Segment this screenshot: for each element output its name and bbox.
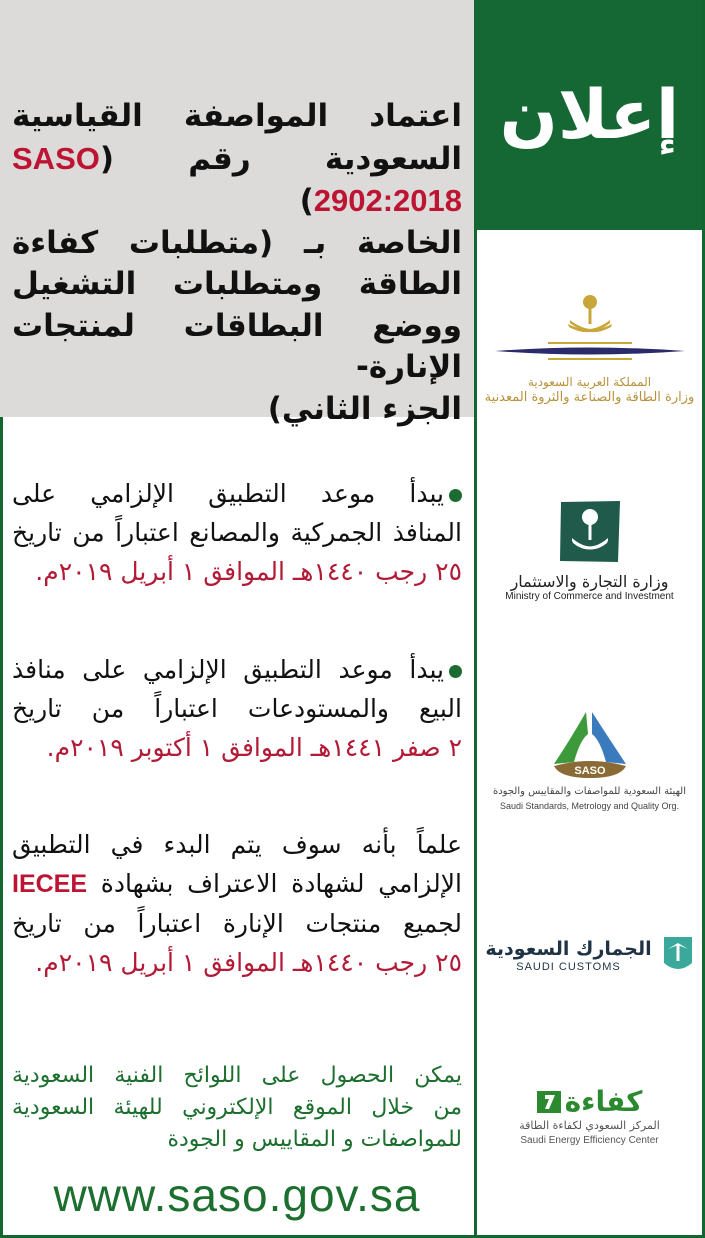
sponsor-logos-column — [477, 0, 702, 1235]
title-line: الطاقة ومتطلبات التشغيل — [12, 266, 462, 302]
iecee-certificate-note: علماً بأنه سوف يتم البدء في التطبيق الإلزامي لشهادة الاعتراف بشهادة IECEE لجميع منتجات الإنارة اعتباراً من تاريخ ٢٥ رجب ١٤٤٠هـ الموافق ١ أبريل ٢٠١٩م. — [12, 825, 462, 982]
kafaa-logo: كفاءة المركز السعودي لكفاءة الطاقة Saudi Energy Efficiency Center — [519, 1085, 660, 1146]
saso-triangle-logo-icon — [550, 710, 630, 780]
effective-date: ٢٥ رجب ١٤٤٠هـ الموافق ١ أبريل ٢٠١٩م. — [35, 557, 462, 586]
title-line: الجزء الثاني) — [267, 390, 462, 427]
announcement-label: إعلان — [499, 75, 680, 155]
title-line: اعتماد المواصفة القياسية — [12, 98, 462, 134]
kafaa-logo-icon — [537, 1091, 561, 1113]
palm-swords-emblem-icon — [490, 290, 690, 370]
ministry-commerce-logo: وزارة التجارة والاستثمار Ministry of Commerce and Investment — [477, 500, 702, 603]
saudi-customs-logo: الجمارك السعودية SAUDI CUSTOMS — [477, 935, 702, 975]
ministry-energy-logo: المملكة العربية السعودية وزارة الطاقة والصناعة والثروة المعدنية — [477, 290, 702, 406]
effective-date: ٢٥ رجب ١٤٤٠هـ الموافق ١ أبريل ٢٠١٩م. — [35, 948, 462, 977]
bullet-icon — [449, 665, 462, 678]
title-box — [0, 0, 474, 427]
announcement-title — [12, 96, 462, 430]
palm-swords-square-emblem-icon — [558, 500, 622, 564]
mandatory-date-retail-warehouses: يبدأ موعد التطبيق الإلزامي على منافذ البيع والمستودعات اعتباراً من تاريخ ٢ صفر ١٤٤١هـ الموافق ١ أكتوبر ٢٠١٩م. — [12, 650, 462, 767]
iecee-label: IECEE — [12, 870, 88, 898]
bullet-icon — [449, 489, 462, 502]
regulations-info: يمكن الحصول على اللوائح الفنية السعودية من خلال الموقع الإلكتروني للهيئة السعودية للمواصفات و المقاييس و الجودة — [12, 1063, 462, 1152]
effective-date: ٢ صفر ١٤٤١هـ الموافق ١ أكتوبر ٢٠١٩م. — [46, 733, 462, 762]
saso-logo: SASO الهيئة السعودية للمواصفات والمقاييس والجودة Saudi Standards, Metrology and Quality Org. — [477, 710, 702, 813]
title-line: السعودية رقم (SASO 2902:2018) — [12, 140, 462, 219]
title-line: الخاصة بـ (متطلبات كفاءة — [12, 224, 462, 261]
title-line: ووضع البطاقات لمنتجات الإنارة- — [12, 307, 462, 385]
standard-number: SASO 2902:2018 — [12, 140, 462, 218]
svg-text:SASO: SASO — [573, 765, 606, 777]
saudi-customs-palm-logo-icon — [662, 935, 694, 975]
website-link[interactable]: www.saso.gov.sa — [53, 1169, 421, 1221]
mandatory-date-customs-factories: يبدأ موعد التطبيق الإلزامي على المنافذ الجمركية والمصانع اعتباراً من تاريخ ٢٥ رجب ١٤٤٠هـ الموافق ١ أبريل ٢٠١٩م. — [12, 474, 462, 591]
announcement-header — [477, 0, 702, 230]
